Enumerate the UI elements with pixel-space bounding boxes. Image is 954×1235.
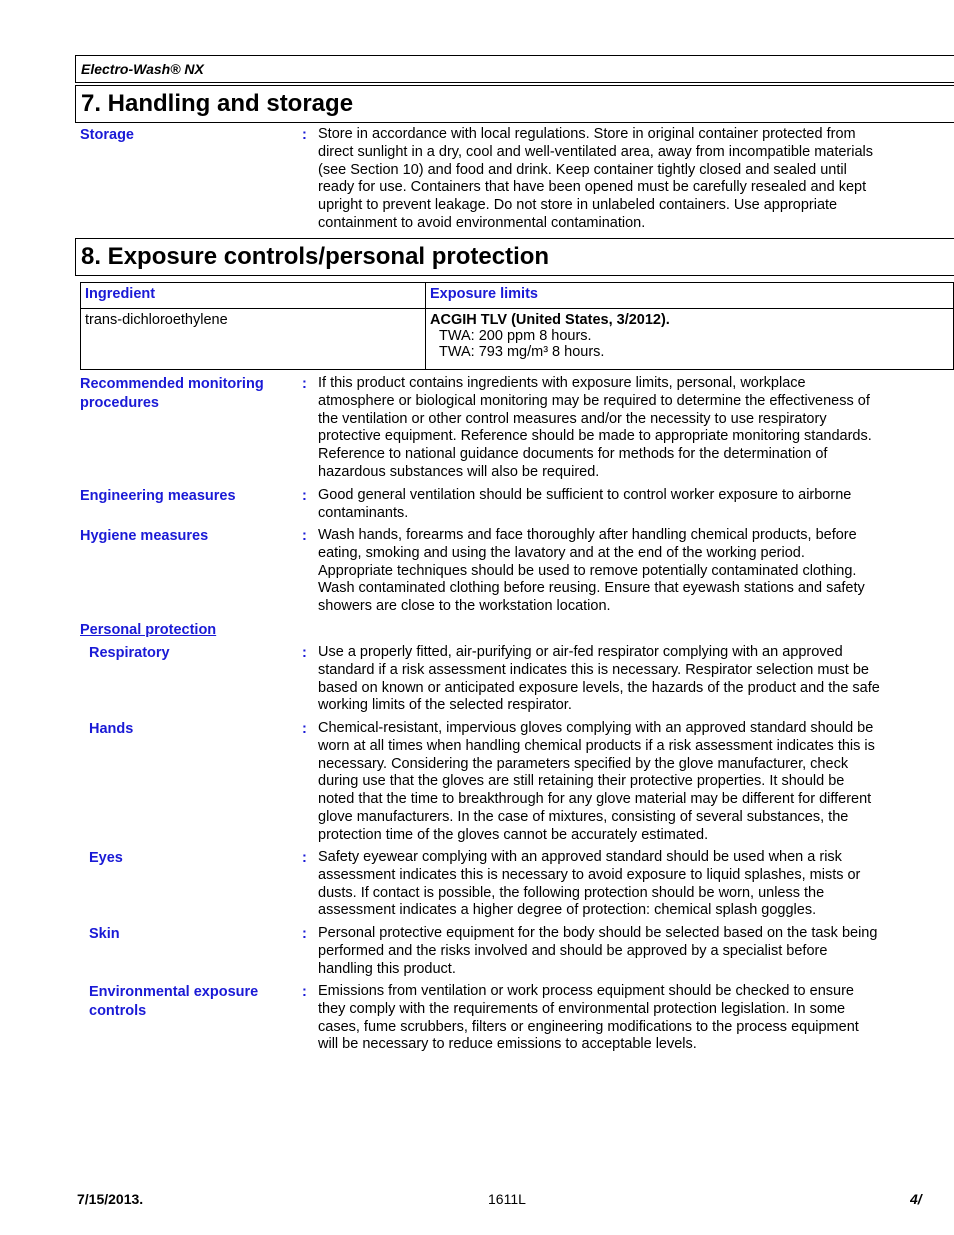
engineering-text: Good general ventilation should be sufficient to control worker exposure to airborne contaminants. xyxy=(318,487,852,521)
colon-separator: : xyxy=(302,721,307,737)
skin-text: Personal protective equipment for the body should be selected based on the task being performed and the risks involved and should be approved by a specialist before handling this product. xyxy=(318,925,878,977)
hands-text: Chemical-resistant, impervious gloves complying with an approved standard should be worn at all times when handling chemical products if a risk assessment indicates this is necessary. Considering the parameters specified by the glove manufacturer, check during use that the gloves are still retaining their protective properties. It should be noted that the time to breakthrough for any glove material may be different for different glove manufacturers. In the case of mixtures, consisting of several substances, the protection time of the gloves cannot be accurately estimated. xyxy=(318,720,875,843)
eyes-text: Safety eyewear complying with an approved standard should be used when a risk assessment indicates this is necessary to avoid exposure to liquid splashes, mists or dusts. If contact is possible, the following protection should be worn, unless the assessment indicates a higher degree of protection: chemical splash goggles. xyxy=(318,849,861,919)
limit-source: ACGIH TLV (United States, 3/2012). xyxy=(430,312,670,328)
storage-text: Store in accordance with local regulations. Store in original container protected from direct sunlight in a dry, cool and well-ventilated area, away from incompatible materials (see Section 10) and food and drink. Keep container tightly closed and sealed until ready for use. Containers that have been opened must be carefully resealed and kept upright to prevent leakage. Do not store in unlabeled containers. Use appropriate containment to avoid environmental contamination. xyxy=(318,126,874,231)
colon-separator: : xyxy=(302,488,307,504)
exposure-limits-table xyxy=(80,282,954,370)
table-header-row xyxy=(81,283,954,309)
section-7-heading xyxy=(75,85,954,123)
footer-date: 7/15/2013. xyxy=(77,1191,144,1207)
product-name: Electro-Wash® NX xyxy=(81,61,204,77)
respiratory-text: Use a properly fitted, air-purifying or air-fed respirator complying with an approved standard if a risk assessment indicates this is necessary. Respirator selection must be based on known or anticipated exposure levels, the hazards of the product and the safe working limits of the selected respirator. xyxy=(318,644,880,714)
personal-protection-heading: Personal protection xyxy=(80,622,217,638)
hygiene-text: Wash hands, forearms and face thoroughly after handling chemical products, before eating, smoking and using the lavatory and at the end of the working period. Appropriate techniques should be used to remove potentially contaminated clothing. Wash contaminated clothing before reusing. Ensure that eyewash stations and safety showers are close to the workstation location. xyxy=(318,527,865,615)
eyes-label: Eyes xyxy=(89,850,123,866)
respiratory-label: Respiratory xyxy=(89,645,170,661)
hands-label: Hands xyxy=(89,721,134,737)
footer-page-number: 4/ xyxy=(910,1191,922,1207)
exposure-limits-column-header: Exposure limits xyxy=(426,283,954,309)
footer-code: 1611L xyxy=(488,1191,526,1207)
monitoring-text: If this product contains ingredients with exposure limits, personal, workplace atmosphere or biological monitoring may be required to determine the effectiveness of the ventilation or other control measures and/or the necessity to use respiratory protective equipment. Reference should be made to appropriate monitoring standards. Reference to national guidance documents for methods for the determination of hazardous substances will also be required. xyxy=(318,375,872,480)
environmental-text: Emissions from ventilation or work process equipment should be checked to ensure they comply with the requirements of environmental protection legislation. In some cases, fume scrubbers, filters or engineering modifications to the process equipment will be necessary to reduce emissions to acceptable levels. xyxy=(318,983,859,1053)
product-header xyxy=(75,55,954,83)
limit-line: TWA: 200 ppm 8 hours. xyxy=(439,328,592,344)
colon-separator: : xyxy=(302,645,307,661)
section-7-title: 7. Handling and storage xyxy=(81,90,354,117)
environmental-label: Environmental exposure controls xyxy=(89,984,259,1019)
ingredient-cell: trans-dichloroethylene xyxy=(81,309,426,370)
colon-separator: : xyxy=(302,376,307,392)
monitoring-label: Recommended monitoring procedures xyxy=(80,376,264,411)
hygiene-label: Hygiene measures xyxy=(80,528,209,544)
colon-separator: : xyxy=(302,528,307,544)
storage-label: Storage xyxy=(80,127,134,143)
colon-separator: : xyxy=(302,926,307,942)
section-8-title: 8. Exposure controls/personal protection xyxy=(81,243,550,270)
section-8-heading xyxy=(75,238,954,276)
limit-line: TWA: 793 mg/m³ 8 hours. xyxy=(439,344,605,360)
table-row xyxy=(81,309,954,370)
colon-separator: : xyxy=(302,127,307,143)
colon-separator: : xyxy=(302,850,307,866)
engineering-label: Engineering measures xyxy=(80,488,236,504)
exposure-limits-cell xyxy=(426,309,954,370)
ingredient-column-header: Ingredient xyxy=(81,283,426,309)
skin-label: Skin xyxy=(89,926,120,942)
colon-separator: : xyxy=(302,984,307,1000)
